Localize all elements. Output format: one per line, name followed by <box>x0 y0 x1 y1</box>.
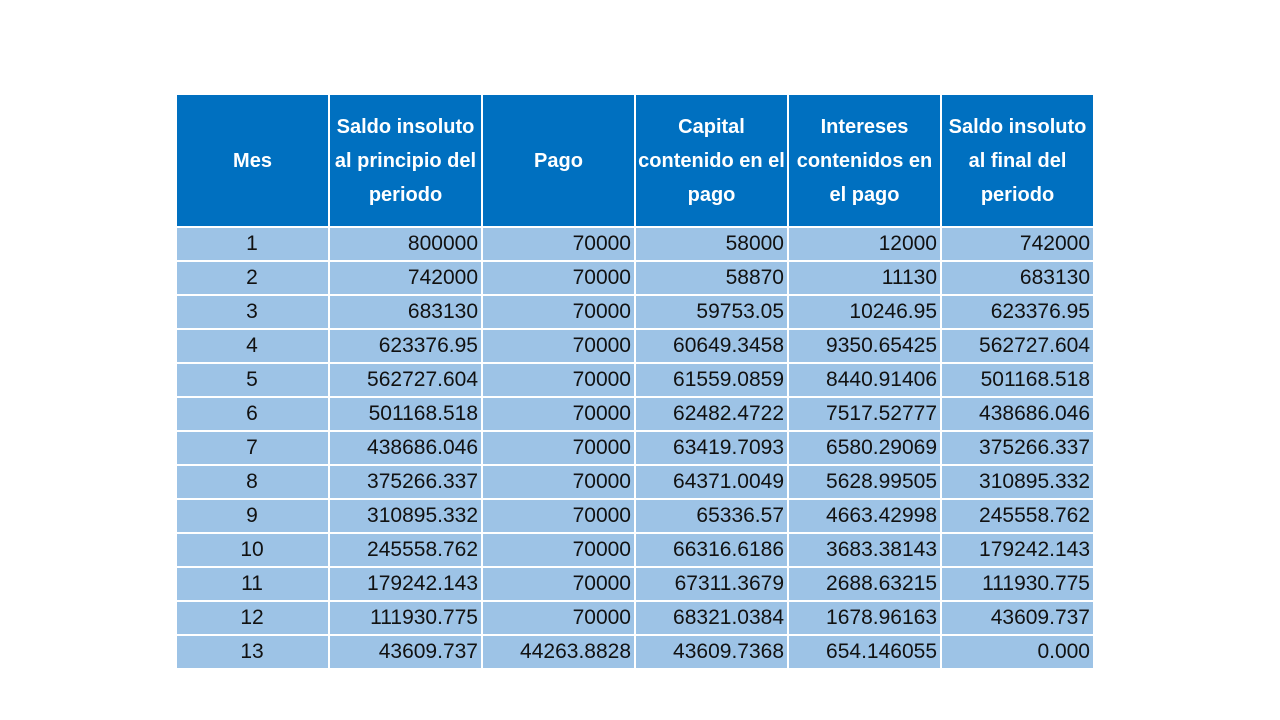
amortization-table <box>175 93 1095 670</box>
cell-pago: 70000 <box>483 262 634 294</box>
cell-pago: 70000 <box>483 500 634 532</box>
cell-saldo-inicial: 800000 <box>330 228 481 260</box>
cell-mes: 3 <box>177 296 328 328</box>
header-saldo-inicial: Saldo insoluto al principio del periodo <box>330 95 481 226</box>
cell-saldo-inicial: 683130 <box>330 296 481 328</box>
cell-mes: 5 <box>177 364 328 396</box>
cell-capital: 62482.4722 <box>636 398 787 430</box>
cell-saldo-final: 742000 <box>942 228 1093 260</box>
cell-intereses: 3683.38143 <box>789 534 940 566</box>
cell-intereses: 10246.95 <box>789 296 940 328</box>
cell-pago: 70000 <box>483 602 634 634</box>
cell-intereses: 12000 <box>789 228 940 260</box>
cell-pago: 70000 <box>483 432 634 464</box>
table-row <box>177 330 1093 362</box>
table-row <box>177 296 1093 328</box>
cell-mes: 10 <box>177 534 328 566</box>
cell-capital: 67311.3679 <box>636 568 787 600</box>
cell-pago: 44263.8828 <box>483 636 634 668</box>
cell-saldo-inicial: 742000 <box>330 262 481 294</box>
cell-intereses: 8440.91406 <box>789 364 940 396</box>
cell-saldo-inicial: 111930.775 <box>330 602 481 634</box>
cell-saldo-final: 683130 <box>942 262 1093 294</box>
cell-mes: 13 <box>177 636 328 668</box>
cell-capital: 59753.05 <box>636 296 787 328</box>
table-row <box>177 262 1093 294</box>
cell-saldo-inicial: 623376.95 <box>330 330 481 362</box>
cell-pago: 70000 <box>483 364 634 396</box>
cell-mes: 12 <box>177 602 328 634</box>
table-row <box>177 466 1093 498</box>
table-row <box>177 398 1093 430</box>
table-row <box>177 228 1093 260</box>
cell-saldo-final: 0.000 <box>942 636 1093 668</box>
cell-mes: 4 <box>177 330 328 362</box>
header-row <box>177 95 1093 226</box>
cell-saldo-inicial: 438686.046 <box>330 432 481 464</box>
cell-intereses: 1678.96163 <box>789 602 940 634</box>
table-row <box>177 432 1093 464</box>
cell-saldo-final: 438686.046 <box>942 398 1093 430</box>
cell-capital: 61559.0859 <box>636 364 787 396</box>
cell-saldo-inicial: 43609.737 <box>330 636 481 668</box>
cell-saldo-inicial: 179242.143 <box>330 568 481 600</box>
cell-capital: 58870 <box>636 262 787 294</box>
cell-mes: 1 <box>177 228 328 260</box>
cell-saldo-final: 179242.143 <box>942 534 1093 566</box>
cell-capital: 64371.0049 <box>636 466 787 498</box>
cell-saldo-final: 43609.737 <box>942 602 1093 634</box>
cell-capital: 60649.3458 <box>636 330 787 362</box>
cell-intereses: 4663.42998 <box>789 500 940 532</box>
cell-saldo-final: 111930.775 <box>942 568 1093 600</box>
cell-pago: 70000 <box>483 330 634 362</box>
cell-intereses: 6580.29069 <box>789 432 940 464</box>
cell-intereses: 9350.65425 <box>789 330 940 362</box>
cell-saldo-inicial: 310895.332 <box>330 500 481 532</box>
cell-saldo-inicial: 375266.337 <box>330 466 481 498</box>
cell-saldo-final: 310895.332 <box>942 466 1093 498</box>
table-row <box>177 364 1093 396</box>
cell-pago: 70000 <box>483 296 634 328</box>
cell-intereses: 11130 <box>789 262 940 294</box>
cell-capital: 58000 <box>636 228 787 260</box>
cell-mes: 2 <box>177 262 328 294</box>
cell-mes: 6 <box>177 398 328 430</box>
cell-capital: 63419.7093 <box>636 432 787 464</box>
cell-mes: 9 <box>177 500 328 532</box>
cell-intereses: 654.146055 <box>789 636 940 668</box>
cell-pago: 70000 <box>483 534 634 566</box>
cell-intereses: 5628.99505 <box>789 466 940 498</box>
cell-saldo-final: 623376.95 <box>942 296 1093 328</box>
cell-capital: 65336.57 <box>636 500 787 532</box>
cell-mes: 11 <box>177 568 328 600</box>
cell-saldo-final: 245558.762 <box>942 500 1093 532</box>
table-row <box>177 568 1093 600</box>
table-row <box>177 636 1093 668</box>
table-row <box>177 602 1093 634</box>
cell-saldo-inicial: 562727.604 <box>330 364 481 396</box>
cell-pago: 70000 <box>483 466 634 498</box>
cell-capital: 66316.6186 <box>636 534 787 566</box>
table-body <box>177 228 1093 668</box>
cell-intereses: 2688.63215 <box>789 568 940 600</box>
cell-pago: 70000 <box>483 398 634 430</box>
cell-capital: 68321.0384 <box>636 602 787 634</box>
cell-capital: 43609.7368 <box>636 636 787 668</box>
table-row <box>177 534 1093 566</box>
cell-pago: 70000 <box>483 568 634 600</box>
cell-pago: 70000 <box>483 228 634 260</box>
cell-saldo-final: 562727.604 <box>942 330 1093 362</box>
table-row <box>177 500 1093 532</box>
cell-saldo-final: 375266.337 <box>942 432 1093 464</box>
header-intereses: Intereses contenidos en el pago <box>789 95 940 226</box>
cell-mes: 8 <box>177 466 328 498</box>
cell-saldo-inicial: 245558.762 <box>330 534 481 566</box>
header-capital: Capital contenido en el pago <box>636 95 787 226</box>
cell-intereses: 7517.52777 <box>789 398 940 430</box>
cell-saldo-inicial: 501168.518 <box>330 398 481 430</box>
header-mes: Mes <box>177 95 328 226</box>
header-pago: Pago <box>483 95 634 226</box>
header-saldo-final: Saldo insoluto al final del periodo <box>942 95 1093 226</box>
cell-saldo-final: 501168.518 <box>942 364 1093 396</box>
cell-mes: 7 <box>177 432 328 464</box>
